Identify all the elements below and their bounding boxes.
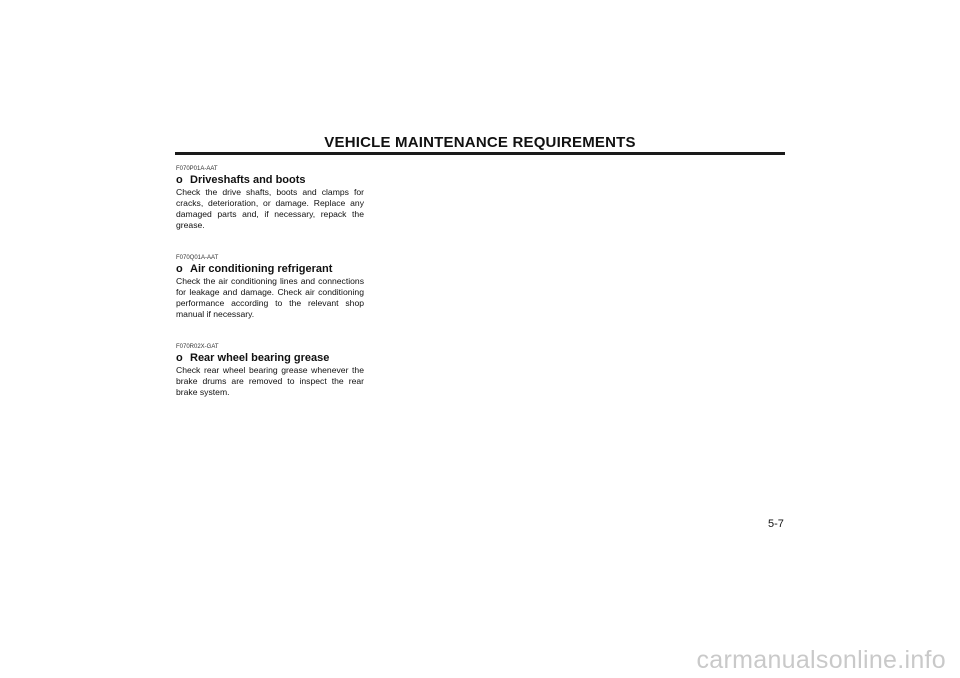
section-driveshafts	[176, 165, 364, 231]
section-code: F070R02X-GAT	[176, 344, 219, 350]
section-rear-wheel-bearing	[176, 343, 364, 398]
bullet: o	[176, 352, 183, 364]
section-heading-text: Air conditioning refrigerant	[190, 263, 333, 275]
page-title: VEHICLE MAINTENANCE REQUIREMENTS	[324, 134, 636, 151]
section-heading	[176, 263, 364, 276]
page-number: 5-7	[768, 518, 784, 530]
section-heading	[176, 352, 364, 365]
section-heading	[176, 174, 364, 187]
header-divider	[175, 152, 785, 155]
bullet: o	[176, 174, 183, 186]
section-body: Check the drive shafts, boots and clamps for cracks, deterioration, or damage. Replace any damaged parts and, if necessary, repack the grease.	[176, 187, 364, 230]
section-code: F070P01A-AAT	[176, 166, 218, 172]
bullet: o	[176, 263, 183, 275]
watermark: carmanualsonline.info	[696, 646, 946, 674]
section-code: F070Q01A-AAT	[176, 255, 219, 261]
section-heading-text: Rear wheel bearing grease	[190, 352, 330, 364]
section-body: Check the air conditioning lines and connections for leakage and damage. Check air conditioning performance according to the relevant shop manual if necessary.	[176, 276, 364, 319]
section-heading-text: Driveshafts and boots	[190, 174, 306, 186]
main-content	[176, 165, 364, 421]
section-air-conditioning	[176, 254, 364, 320]
section-body: Check rear wheel bearing grease whenever the brake drums are removed to inspect the rear brake system.	[176, 365, 364, 397]
